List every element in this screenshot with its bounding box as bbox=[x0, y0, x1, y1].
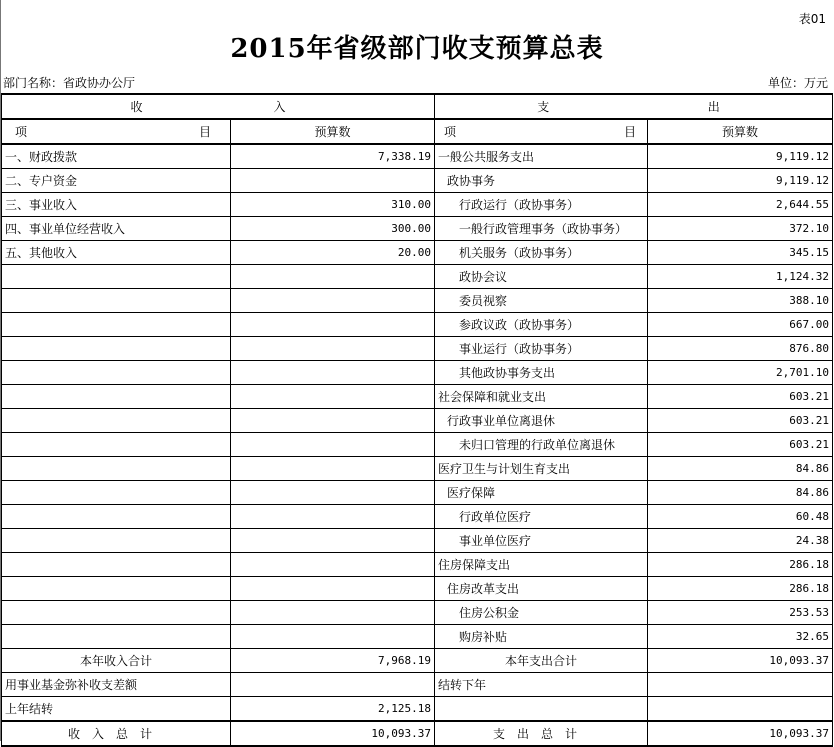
expense-item-cell: 未归口管理的行政单位离退休 bbox=[435, 433, 648, 457]
section-header-row bbox=[2, 94, 833, 119]
subtotal-row bbox=[2, 649, 833, 673]
income-item-cell bbox=[2, 361, 231, 385]
expense-amount-cell: 667.00 bbox=[648, 313, 833, 337]
income-item-cell bbox=[2, 625, 231, 649]
income-item-header bbox=[2, 119, 231, 144]
income-item-cell: 三、事业收入 bbox=[2, 193, 231, 217]
income-amount-cell bbox=[231, 601, 435, 625]
income-item-cell bbox=[2, 433, 231, 457]
expense-item-cell: 机关服务（政协事务） bbox=[435, 241, 648, 265]
table-row bbox=[2, 144, 833, 169]
table-row bbox=[2, 409, 833, 433]
income-item-cell bbox=[2, 577, 231, 601]
expense-amount-cell: 603.21 bbox=[648, 433, 833, 457]
expense-item-cell: 行政运行（政协事务） bbox=[435, 193, 648, 217]
item-header-char-2: 目 bbox=[623, 125, 636, 139]
table-row bbox=[2, 289, 833, 313]
income-amount-cell bbox=[231, 313, 435, 337]
income-item-cell: 四、事业单位经营收入 bbox=[2, 217, 231, 241]
expense-item-cell: 住房公积金 bbox=[435, 601, 648, 625]
income-item-cell bbox=[2, 481, 231, 505]
income-amount-cell: 2,125.18 bbox=[231, 697, 435, 722]
expense-subtotal-value: 10,093.37 bbox=[648, 649, 833, 673]
table-row bbox=[2, 385, 833, 409]
column-header-row bbox=[2, 119, 833, 144]
expense-item-cell: 事业单位医疗 bbox=[435, 529, 648, 553]
expense-amount-cell: 2,701.10 bbox=[648, 361, 833, 385]
table-row bbox=[2, 697, 833, 722]
income-item-cell bbox=[2, 601, 231, 625]
income-item-cell bbox=[2, 265, 231, 289]
budget-table bbox=[1, 93, 833, 747]
income-amount-cell bbox=[231, 265, 435, 289]
expense-item-cell: 结转下年 bbox=[435, 673, 648, 697]
income-item-cell: 一、财政拨款 bbox=[2, 144, 231, 169]
expense-header-char-1: 支 bbox=[537, 100, 550, 114]
income-section-header bbox=[2, 94, 435, 119]
income-item-cell: 用事业基金弥补收支差额 bbox=[2, 673, 231, 697]
expense-amount-cell bbox=[648, 697, 833, 722]
expense-item-cell: 医疗卫生与计划生育支出 bbox=[435, 457, 648, 481]
expense-subtotal-label: 本年支出合计 bbox=[435, 649, 648, 673]
page-title: 2015年省级部门收支预算总表 bbox=[230, 34, 604, 64]
unit-label: 单位：万元 bbox=[767, 76, 828, 90]
income-item-cell bbox=[2, 337, 231, 361]
expense-amount-cell: 9,119.12 bbox=[648, 144, 833, 169]
budget-table-body bbox=[2, 94, 833, 746]
expense-item-cell: 委员视察 bbox=[435, 289, 648, 313]
table-row bbox=[2, 265, 833, 289]
expense-item-cell: 参政议政（政协事务） bbox=[435, 313, 648, 337]
expense-item-header bbox=[435, 119, 648, 144]
expense-item-cell: 行政单位医疗 bbox=[435, 505, 648, 529]
table-row bbox=[2, 553, 833, 577]
expense-amount-cell: 876.80 bbox=[648, 337, 833, 361]
income-amount-cell: 310.00 bbox=[231, 193, 435, 217]
expense-item-cell bbox=[435, 697, 648, 722]
expense-header-char-2: 出 bbox=[707, 100, 720, 114]
income-subtotal-value: 7,968.19 bbox=[231, 649, 435, 673]
income-amount-cell bbox=[231, 673, 435, 697]
table-row bbox=[2, 169, 833, 193]
expense-amount-cell: 603.21 bbox=[648, 385, 833, 409]
item-header-char-1: 项 bbox=[15, 125, 28, 139]
expense-amount-cell: 603.21 bbox=[648, 409, 833, 433]
expense-amount-cell: 372.10 bbox=[648, 217, 833, 241]
expense-amount-cell: 388.10 bbox=[648, 289, 833, 313]
expense-amount-cell: 1,124.32 bbox=[648, 265, 833, 289]
expense-section-header bbox=[435, 94, 833, 119]
table-number: 表01 bbox=[798, 12, 826, 26]
expense-amount-cell: 345.15 bbox=[648, 241, 833, 265]
table-row bbox=[2, 337, 833, 361]
table-row bbox=[2, 625, 833, 649]
expense-item-cell: 住房保障支出 bbox=[435, 553, 648, 577]
table-row bbox=[2, 241, 833, 265]
income-amount-cell bbox=[231, 409, 435, 433]
income-amount-cell bbox=[231, 385, 435, 409]
expense-item-cell: 政协会议 bbox=[435, 265, 648, 289]
income-item-cell bbox=[2, 505, 231, 529]
expense-amount-cell: 253.53 bbox=[648, 601, 833, 625]
income-item-cell bbox=[2, 409, 231, 433]
expense-item-cell: 一般公共服务支出 bbox=[435, 144, 648, 169]
expense-item-cell: 行政事业单位离退休 bbox=[435, 409, 648, 433]
table-row bbox=[2, 505, 833, 529]
income-amount-cell: 20.00 bbox=[231, 241, 435, 265]
grand-total-row bbox=[2, 721, 833, 746]
income-amount-cell bbox=[231, 433, 435, 457]
expense-item-cell: 社会保障和就业支出 bbox=[435, 385, 648, 409]
expense-total-value: 10,093.37 bbox=[648, 721, 833, 746]
income-amount-cell bbox=[231, 289, 435, 313]
expense-amount-cell: 24.38 bbox=[648, 529, 833, 553]
expense-total-label: 支出总计 bbox=[435, 721, 648, 746]
expense-item-cell: 其他政协事务支出 bbox=[435, 361, 648, 385]
income-header-char-2: 入 bbox=[273, 100, 286, 114]
income-item-cell: 上年结转 bbox=[2, 697, 231, 722]
income-amount-cell bbox=[231, 529, 435, 553]
expense-amount-cell: 32.65 bbox=[648, 625, 833, 649]
table-row bbox=[2, 361, 833, 385]
income-total-value: 10,093.37 bbox=[231, 721, 435, 746]
expense-amount-cell: 60.48 bbox=[648, 505, 833, 529]
income-amount-cell bbox=[231, 505, 435, 529]
income-amount-cell bbox=[231, 481, 435, 505]
income-item-cell bbox=[2, 553, 231, 577]
income-amount-cell bbox=[231, 361, 435, 385]
table-row bbox=[2, 577, 833, 601]
expense-item-cell: 一般行政管理事务（政协事务） bbox=[435, 217, 648, 241]
income-amount-header: 预算数 bbox=[231, 119, 435, 144]
income-amount-cell bbox=[231, 169, 435, 193]
income-amount-cell bbox=[231, 457, 435, 481]
expense-amount-cell: 2,644.55 bbox=[648, 193, 833, 217]
income-item-cell bbox=[2, 385, 231, 409]
income-item-cell: 二、专户资金 bbox=[2, 169, 231, 193]
table-row bbox=[2, 433, 833, 457]
income-item-cell bbox=[2, 313, 231, 337]
item-header-char-2: 目 bbox=[198, 125, 211, 139]
table-row bbox=[2, 313, 833, 337]
expense-amount-cell: 286.18 bbox=[648, 577, 833, 601]
income-item-cell bbox=[2, 529, 231, 553]
expense-amount-cell: 84.86 bbox=[648, 481, 833, 505]
income-amount-cell bbox=[231, 337, 435, 361]
expense-amount-cell: 286.18 bbox=[648, 553, 833, 577]
income-amount-cell bbox=[231, 577, 435, 601]
expense-item-cell: 医疗保障 bbox=[435, 481, 648, 505]
table-row bbox=[2, 481, 833, 505]
income-amount-cell: 300.00 bbox=[231, 217, 435, 241]
income-amount-cell: 7,338.19 bbox=[231, 144, 435, 169]
table-row bbox=[2, 193, 833, 217]
department-name: 部门名称：省政协办公厅 bbox=[3, 76, 136, 90]
income-subtotal-label: 本年收入合计 bbox=[2, 649, 231, 673]
expense-item-cell: 购房补贴 bbox=[435, 625, 648, 649]
expense-item-cell: 政协事务 bbox=[435, 169, 648, 193]
income-item-cell: 五、其他收入 bbox=[2, 241, 231, 265]
income-item-cell bbox=[2, 289, 231, 313]
table-row bbox=[2, 673, 833, 697]
income-amount-cell bbox=[231, 625, 435, 649]
item-header-char-1: 项 bbox=[444, 125, 457, 139]
income-item-cell bbox=[2, 457, 231, 481]
expense-item-cell: 住房改革支出 bbox=[435, 577, 648, 601]
expense-amount-cell bbox=[648, 673, 833, 697]
expense-item-cell: 事业运行（政协事务） bbox=[435, 337, 648, 361]
table-row bbox=[2, 529, 833, 553]
income-header-char-1: 收 bbox=[130, 100, 143, 114]
expense-amount-cell: 9,119.12 bbox=[648, 169, 833, 193]
expense-amount-cell: 84.86 bbox=[648, 457, 833, 481]
table-row bbox=[2, 601, 833, 625]
income-amount-cell bbox=[231, 553, 435, 577]
income-total-label: 收入总计 bbox=[2, 721, 231, 746]
expense-amount-header: 预算数 bbox=[648, 119, 833, 144]
table-row bbox=[2, 457, 833, 481]
table-row bbox=[2, 217, 833, 241]
